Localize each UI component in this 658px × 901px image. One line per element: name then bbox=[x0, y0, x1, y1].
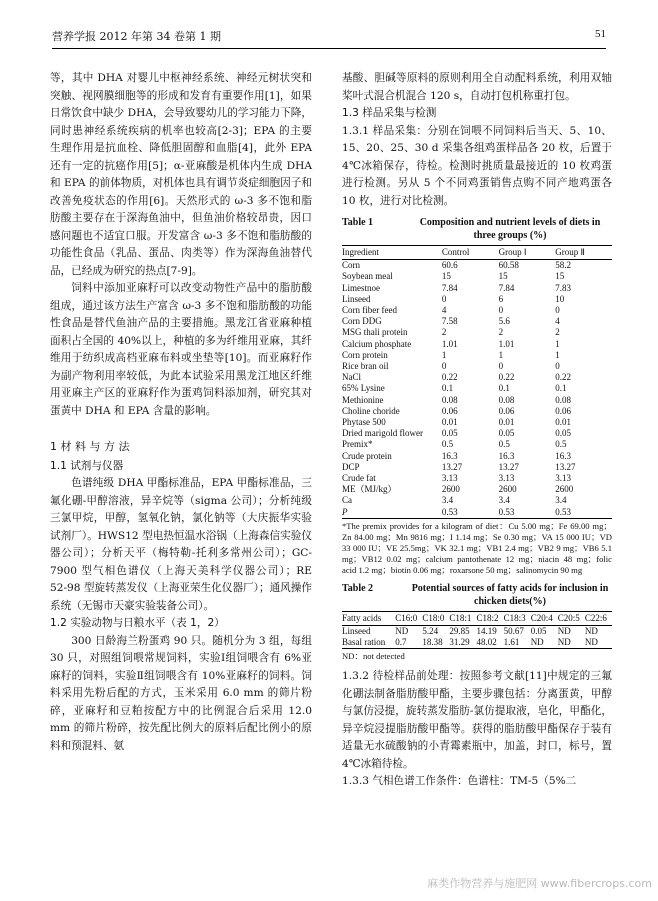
table-cell: 2 bbox=[498, 327, 504, 338]
table-cell: 0.53 bbox=[442, 507, 499, 519]
table-cell: 0.06 bbox=[555, 405, 572, 416]
table-cell: 0 bbox=[498, 305, 504, 316]
table-cell: 0 bbox=[441, 361, 447, 372]
table-row bbox=[342, 637, 612, 649]
table-cell: 60.58 bbox=[498, 260, 519, 271]
table-header-cell: Group Ⅰ bbox=[499, 246, 556, 260]
table-cell: 0.05 bbox=[555, 428, 572, 439]
table-cell: 15 bbox=[555, 271, 565, 282]
table-row bbox=[342, 271, 612, 282]
table-row bbox=[342, 507, 612, 519]
table-2-label: Table 2 bbox=[342, 582, 374, 594]
table-cell: ND bbox=[531, 637, 558, 649]
table-row bbox=[342, 260, 612, 272]
row-label-cell: Linseed bbox=[342, 293, 371, 304]
row-label-cell: Crude protein bbox=[342, 450, 392, 461]
table-row bbox=[342, 462, 612, 473]
table-cell: 2600 bbox=[555, 484, 574, 495]
section-1-1-title: 1.1 试剂与仪器 bbox=[50, 459, 124, 472]
table-cell: 2600 bbox=[498, 484, 517, 495]
table-cell: 2 bbox=[555, 327, 560, 338]
table-row bbox=[342, 305, 612, 316]
row-label-cell: P bbox=[342, 507, 442, 519]
row-label-cell: Soybean meal bbox=[342, 271, 393, 282]
table-cell: 0.22 bbox=[441, 372, 458, 383]
table-cell: 1.01 bbox=[441, 338, 458, 349]
row-label-cell: Crude fat bbox=[342, 473, 376, 484]
table-cell: 0.22 bbox=[498, 372, 515, 383]
table-cell: 0.05 bbox=[441, 428, 458, 439]
table-1-title: Composition and nutrient levels of diets in three groups (%) bbox=[419, 217, 601, 241]
table-cell: 1 bbox=[555, 349, 560, 360]
table-cell: ND bbox=[558, 637, 585, 649]
table-cell: 48.02 bbox=[477, 637, 504, 649]
table-header-cell: C20:5 bbox=[558, 611, 585, 625]
table-row bbox=[342, 316, 612, 327]
table-1-footnote: *The premix provides for a kilogram of diet：Cu 5.00 mg；Fe 69.00 mg；Zn 84.00 mg；Mn 9816 mg；I 1.14 mg；Se 0.30 mg；VA 15 000 IU；VD 33 000 IU；VE 25.5mg；VK 32.1 mg；VB1 2.4 mg；VB2 9 mg；VB6 5.1 mg；VB12 0.02 mg；calcium pantothenate 12 mg；niacin 48 mg；folic acid 1.2 mg；biotin 0.06 mg；roxarsone 50 mg；salinomycin 90 mg bbox=[342, 520, 612, 575]
row-label-cell: Rice bran oil bbox=[342, 361, 389, 372]
table-row bbox=[342, 372, 612, 383]
table-cell: 7.58 bbox=[441, 316, 458, 327]
section-1-3-1-text: 1.3.1 样品采集：分别在饲喂不同饲料后当天、5、10、15、20、25、30 d 采集各组鸡蛋样品各 20 枚，后置于 4℃冰箱保存，待检。检测时挑质量最接近的 10 枚鸡蛋进行检测。另从 5 个不同鸡蛋销售点购不同产地鸡蛋各 10 枚，进行对比检测。 bbox=[342, 124, 612, 207]
section-1-3-3-text: 1.3.3 气相色谱工作条件：色谱柱：TM-5（5%二 bbox=[342, 775, 577, 788]
table-cell: ND bbox=[585, 637, 612, 649]
row-label-cell: Corn protein bbox=[342, 349, 388, 360]
row-label-cell: Corn bbox=[342, 260, 360, 271]
table-cell: 0.7 bbox=[395, 637, 422, 649]
table-cell: 7.84 bbox=[441, 282, 458, 293]
table-cell: 3.13 bbox=[498, 473, 515, 484]
table-row bbox=[342, 383, 612, 394]
table-1-label: Table 1 bbox=[342, 217, 374, 228]
table-cell: 15 bbox=[441, 271, 451, 282]
table-cell: 1 bbox=[498, 349, 504, 360]
row-label-cell: Dried marigold flower bbox=[342, 428, 423, 439]
left-column bbox=[50, 70, 312, 755]
table-row bbox=[342, 283, 612, 294]
table-2-footnote: ND：not detected bbox=[342, 651, 405, 662]
table-cell: 0 bbox=[441, 293, 447, 304]
table-cell: 0.53 bbox=[555, 507, 612, 519]
row-label-cell: Methionine bbox=[342, 394, 384, 405]
table-cell: 0 bbox=[498, 361, 504, 372]
table-cell: 5.24 bbox=[422, 626, 439, 637]
row-label-cell: Limestnoe bbox=[342, 282, 380, 293]
right-column bbox=[342, 70, 612, 791]
row-label-cell: Corn DDG bbox=[342, 316, 382, 327]
table-header-cell: C18:2 bbox=[477, 611, 504, 625]
table-cell: ND bbox=[584, 626, 598, 637]
table-cell: 0.06 bbox=[441, 405, 458, 416]
journal-name: 营养学报 2012 年第 34 卷第 1 期 bbox=[52, 30, 221, 43]
table-cell: 60.6 bbox=[441, 260, 458, 271]
table-cell: 13.27 bbox=[441, 461, 463, 472]
continued-text: 基酸、胆碱等原料的原则利用全自动配料系统，利用双轴桨叶式混合机混合 120 s，自动打包机称重打包。 bbox=[342, 72, 612, 102]
row-label-cell: 65% Lysine bbox=[342, 383, 385, 394]
table-cell: ND bbox=[395, 626, 409, 637]
table-cell: 0.01 bbox=[441, 417, 458, 428]
section-1-3-2-text: 1.3.2 待检样品前处理：按照参考文献[11]中规定的三氟化硼法制备脂肪酸甲酯，主要步骤包括：分离蛋黄，甲醇与氯仿浸提，旋转蒸发脂肪-氯仿提取液，皂化，甲酯化，异辛烷浸提脂肪酸甲酯等。获得的脂肪酸甲酯保存于装有适量无水硫酸钠的小青霉素瓶中，加盖，封口，标号，置 4℃冰箱待检。 bbox=[342, 670, 612, 770]
table-cell: 18.38 bbox=[422, 637, 449, 649]
table-row bbox=[342, 428, 612, 439]
table-row bbox=[342, 484, 612, 495]
table-header-cell: C22:6 bbox=[585, 611, 612, 625]
table-cell: 0.5 bbox=[555, 439, 567, 450]
watermark: 麻类作物营养与施肥网 www.fibercrops.com bbox=[427, 877, 652, 890]
table-header-cell: Group Ⅱ bbox=[555, 246, 612, 260]
table-cell: 0.53 bbox=[499, 507, 556, 519]
table-cell: 1.61 bbox=[504, 637, 531, 649]
table-cell: 0.1 bbox=[498, 383, 510, 394]
row-label-cell: Choline choride bbox=[342, 405, 400, 416]
table-cell: 0.22 bbox=[555, 372, 572, 383]
table-cell: 7.83 bbox=[555, 282, 572, 293]
table-cell: 4 bbox=[441, 305, 447, 316]
row-label-cell: Basal ration bbox=[342, 637, 395, 649]
table-cell: 1.01 bbox=[498, 338, 515, 349]
table-cell: 0.08 bbox=[441, 394, 458, 405]
table-row bbox=[342, 395, 612, 406]
table-header-cell: C20:4 bbox=[531, 611, 558, 625]
table-row bbox=[342, 339, 612, 350]
table-cell: 0.05 bbox=[498, 428, 515, 439]
row-label-cell: NaCl bbox=[342, 372, 361, 383]
table-header-cell: C18:3 bbox=[504, 611, 531, 625]
table-row bbox=[342, 495, 612, 506]
table-cell: 13.27 bbox=[555, 461, 576, 472]
row-label-cell: Phytase 500 bbox=[342, 417, 386, 428]
table-header-cell: Control bbox=[442, 246, 499, 260]
table-cell: 3.4 bbox=[441, 495, 454, 506]
table-cell: 0.01 bbox=[555, 417, 572, 428]
table-header-cell: C18:1 bbox=[449, 611, 476, 625]
table-row bbox=[342, 327, 612, 338]
table-header-cell: Fatty acids bbox=[342, 611, 395, 625]
section-1-title: 1 材 料 与 方 法 bbox=[50, 440, 130, 453]
table-cell: 3.4 bbox=[498, 495, 510, 506]
table-cell: 16.3 bbox=[441, 450, 458, 461]
table-cell: 0 bbox=[555, 305, 560, 316]
table-cell: 1 bbox=[555, 338, 560, 349]
section-1-2-title: 1.2 实验动物与日粮水平（表 1，2） bbox=[50, 617, 225, 629]
table-cell: 2600 bbox=[441, 484, 460, 495]
row-label-cell: Linseed bbox=[342, 626, 371, 637]
section-1-1-text: 色谱纯级 DHA 甲酯标准品，EPA 甲酯标准品，三氟化硼-甲醇溶液，异辛烷等（sigma 公司）；分析纯级三氯甲烷，甲醇，氢氧化钠，氯化钠等（大庆振华实验试剂厂）。HWS12 型电热恒温水浴锅（上海森信实验仪器公司）；分析天平（梅特勒-托利多常州公司）；GC-7900 型气相色谱仪（上海天美科学仪器公司）；RE 52-98 型旋转蒸发仪（上海亚荣生化仪器厂）；通风操作系统（无锡市天豪实验装备公司）。 bbox=[50, 477, 312, 612]
row-label-cell: Premix* bbox=[342, 439, 373, 450]
table-row bbox=[342, 626, 612, 638]
table-row bbox=[342, 473, 612, 484]
row-label-cell: ME（MJ/kg） bbox=[342, 484, 397, 495]
section-1-2-text: 300 日龄海兰粉蛋鸡 90 只。随机分为 3 组，每组 30 只，对照组饲喂常规饲料，实验Ⅰ组饲喂含有 6%亚麻籽的饲料，实验Ⅱ组饲喂含有 10%亚麻籽的饲料。饲料采用先粉后配的方式，玉米采用 6.0 mm 的筛片粉碎，亚麻籽和豆粕按配方中的比例混合后采用 12.0 mm 的筛片粉碎，按先配比例大的原料后配比例小的原料和预混料、氨 bbox=[50, 634, 312, 752]
table-2-title: Potential sources of fatty acids for inclusion in chicken diets(%) bbox=[411, 582, 609, 607]
table-cell: 6 bbox=[498, 293, 504, 304]
table-cell: 13.27 bbox=[498, 461, 519, 472]
table-row bbox=[342, 439, 612, 450]
page-header bbox=[52, 28, 606, 49]
table-row bbox=[342, 350, 612, 361]
table-cell: 0.06 bbox=[498, 405, 515, 416]
table-header-cell: C18:0 bbox=[422, 611, 449, 625]
table-cell: 5.6 bbox=[498, 316, 510, 327]
table-row bbox=[342, 417, 612, 428]
row-label-cell: Ca bbox=[342, 495, 352, 506]
table-cell: 16.3 bbox=[498, 450, 515, 461]
table-cell: 0.5 bbox=[498, 439, 510, 450]
table-cell: 29.85 bbox=[449, 626, 470, 637]
intro-paragraph-1: 等，其中 DHA 对婴儿中枢神经系统、神经元树状突和突触、视网膜细胞等的形成和发育有重要作用[1]，如果日常饮食中缺少 DHA，会导致婴幼儿的学习能力下降，同时患神经系统疾病的机率也较高[2-3]；EPA 的主要生理作用是抗血栓、降低胆固醇和血脂[4]，此外 EPA 还有一定的抗癌作用[5]；α-亚麻酸是机体内生成 DHA 和 EPA 的前体物质，对机体也具有调节炎症细胞因子和改善免疫状态的作用[6]。天然形式的 ω-3 多不饱和脂肪酸主要存在于深海鱼油中，但鱼油价格较昂贵，因口感问题也不适宜口服。开发富含 ω-3 多不饱和脂肪酸的功能性食品（乳品、蛋品、肉类等）作为深海鱼油替代品，已经成为研究的热点[7-9]。 bbox=[50, 72, 312, 277]
table-cell: 16.3 bbox=[555, 450, 572, 461]
section-1-3-title: 1.3 样品采集与检测 bbox=[342, 107, 437, 119]
table-cell: 3.13 bbox=[441, 473, 458, 484]
table-row bbox=[342, 451, 612, 462]
table-cell: 0.1 bbox=[441, 383, 454, 394]
table-cell: 0 bbox=[555, 361, 560, 372]
row-label-cell: DCP bbox=[342, 461, 360, 472]
row-label-cell: Calcium phosphate bbox=[342, 338, 412, 349]
table-1-caption bbox=[342, 216, 612, 242]
table-cell: 0.01 bbox=[498, 417, 515, 428]
table-cell: 2 bbox=[441, 327, 447, 338]
table-header-cell: C16:0 bbox=[395, 611, 422, 625]
table-cell: 58.2 bbox=[555, 260, 572, 271]
table-cell: 4 bbox=[555, 316, 560, 327]
table-1 bbox=[342, 245, 612, 519]
table-cell: 0.08 bbox=[498, 394, 515, 405]
table-row bbox=[342, 294, 612, 305]
table-cell: 3.13 bbox=[555, 473, 572, 484]
table-cell: 0.08 bbox=[555, 394, 572, 405]
intro-paragraph-2: 饲料中添加亚麻籽可以改变动物性产品中的脂肪酸组成，通过该方法生产富含 ω-3 多不饱和脂肪酸的功能性食品是替代鱼油产品的主要措施。黑龙江省亚麻种植面积占全国的 40%以上，种植的多为纤维用亚麻，其纤维用于纺织成高档亚麻布料或坐垫等[10]。而亚麻籽作为副产物利用率较低，为此本试验采用黑龙江地区纤维用亚麻主产区的亚麻籽作为蛋鸡饲料添加剂，研究其对蛋黄中 DHA 和 EPA 含量的影响。 bbox=[50, 282, 312, 417]
table-row bbox=[342, 361, 612, 372]
table-cell: 15 bbox=[498, 271, 508, 282]
table-row bbox=[342, 406, 612, 417]
table-cell: ND bbox=[557, 626, 571, 637]
table-2-caption bbox=[342, 582, 612, 608]
table-2 bbox=[342, 611, 612, 650]
table-cell: 14.19 bbox=[476, 626, 497, 637]
table-cell: 0.5 bbox=[441, 439, 454, 450]
table-cell: 0.1 bbox=[555, 383, 567, 394]
table-cell: 1 bbox=[441, 349, 447, 360]
page-number: 51 bbox=[595, 28, 606, 40]
table-cell: 31.29 bbox=[449, 637, 476, 649]
table-cell: 0.05 bbox=[530, 626, 547, 637]
table-cell: 50.67 bbox=[503, 626, 524, 637]
table-cell: 3.4 bbox=[555, 495, 567, 506]
row-label-cell: MSG thali protein bbox=[342, 327, 408, 338]
table-cell: 7.84 bbox=[498, 282, 515, 293]
table-header-cell: Ingredient bbox=[342, 246, 442, 260]
row-label-cell: Corn fiber feed bbox=[342, 305, 397, 316]
table-cell: 10 bbox=[555, 293, 565, 304]
